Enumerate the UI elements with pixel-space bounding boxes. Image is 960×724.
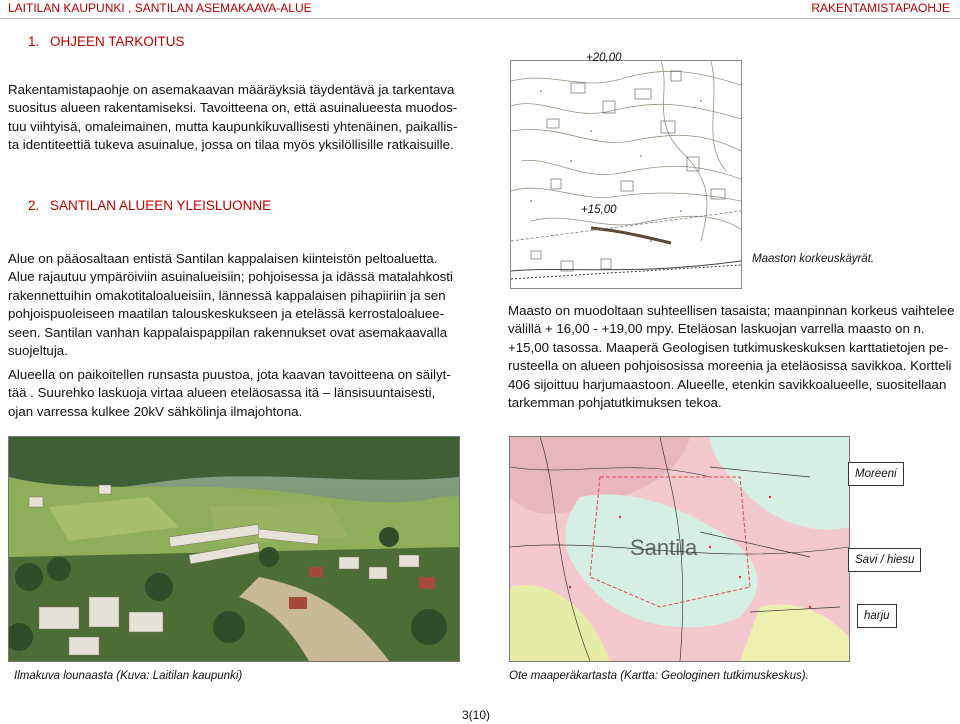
topographic-contour-map (510, 60, 742, 289)
contour-map-graphic (511, 61, 741, 288)
text-line: seen. Santilan vanhan kappalaispappilan rakennukset ovat asemakaavalla (8, 324, 448, 340)
aerial-photo-graphic (9, 437, 459, 661)
geological-map (509, 436, 850, 662)
section-2-number: 2. (28, 198, 40, 213)
section-1-title: OHJEEN TARKOITUS (50, 34, 185, 49)
section-1-paragraph (8, 81, 457, 155)
text-line: Rakentamistapaohje on asemakaavan määräyksiä täydentävä ja tarkentava (8, 82, 455, 97)
section-2-paragraph-2 (8, 366, 451, 421)
geomap-place-label: Santila (630, 535, 698, 560)
terrain-paragraph (508, 302, 954, 412)
text-line: suositus alueen rakentamiseksi. Tavoitteena on, että asuinalueesta muodos- (8, 100, 458, 116)
text-line: Alue on pääosaltaan entistä Santilan kappalaisen kiinteistön peltoaluetta. (8, 251, 438, 266)
legend-harju: harju (857, 604, 897, 628)
text-line: tarkemman pohjatutkimuksen tekoa. (508, 395, 722, 411)
text-line: Alueella on paikoitellen runsasta puustoa, jota kaavan tavoitteena on säilyt- (8, 367, 451, 382)
legend-savi-hiesu: Savi / hiesu (848, 548, 921, 572)
contour-label-top: +20,00 (586, 52, 622, 64)
page-header (0, 0, 960, 19)
aerial-photo (8, 436, 460, 662)
section-1-heading (28, 34, 185, 49)
text-line: rakennettuihin omakotitaloalueisiin, lännessä kappalaisen pihapiiriin ja sen (8, 287, 446, 303)
aerial-photo-caption: Ilmakuva lounaasta (Kuva: Laitilan kaupunki) (14, 670, 243, 682)
header-document-type: RAKENTAMISTAPAOHJE (811, 1, 950, 15)
text-line: Alue rajautuu ympäröiviin asuinalueisiin; pohjoisessa ja idässä matalahkosti (8, 269, 453, 285)
text-line: välillä + 16,00 - +19,00 mpy. Eteläosan laskuojan varrella maasto on n. (508, 321, 925, 337)
text-line: ta identiteettiä tukeva asuinalue, jossa on tilaa myös yksilöllisille ratkaisuille. (8, 137, 454, 153)
section-2-heading (28, 198, 271, 213)
legend-moreeni: Moreeni (848, 462, 904, 486)
text-line: suojeltuja. (8, 343, 68, 359)
text-line: ojan varressa kulkee 20kV sähkölinja ilmajohtona. (8, 403, 303, 419)
text-line: +15,00 tasossa. Maaperä Geologisen tutkimuskeskuksen karttatietojen pe- (508, 339, 949, 355)
geological-map-caption: Ote maaperäkartasta (Kartta: Geologinen tutkimuskeskus). (509, 670, 809, 682)
text-line: rusteella on alueen pohjoisosissa moreenia ja eteläosissa savikkoa. Kortteli (508, 358, 952, 374)
page-number: 3(10) (462, 708, 491, 722)
header-document-title: LAITILAN KAUPUNKI , SANTILAN ASEMAKAAVA-ALUE (8, 1, 312, 15)
text-line: tää . Suurehko laskuoja virtaa alueen eteläosassa itä – länsisuuntaisesti, (8, 385, 436, 401)
section-2-paragraph-1 (8, 250, 453, 360)
text-line: Maasto on muodoltaan suhteellisen tasaista; maanpinnan korkeus vaihtelee (508, 303, 955, 318)
section-1-number: 1. (28, 34, 40, 49)
geological-map-graphic (510, 437, 849, 661)
section-2-title: SANTILAN ALUEEN YLEISLUONNE (50, 198, 272, 213)
contour-label-bottom: +15,00 (581, 204, 617, 216)
text-line: tuu viihtyisä, omaleimainen, mutta kaupunkikuvallisesti yhtenäinen, paikallis- (8, 118, 458, 134)
text-line: 406 sijoittuu harjumaastoon. Alueelle, etenkin savikkoalueelle, suositellaan (508, 376, 947, 392)
text-line: pohjoispuoleiseen maatilan talouskeskukseen ja etelässä kerrostaloaluee- (8, 306, 445, 322)
topo-map-caption: Maaston korkeuskäyrät. (752, 253, 875, 265)
